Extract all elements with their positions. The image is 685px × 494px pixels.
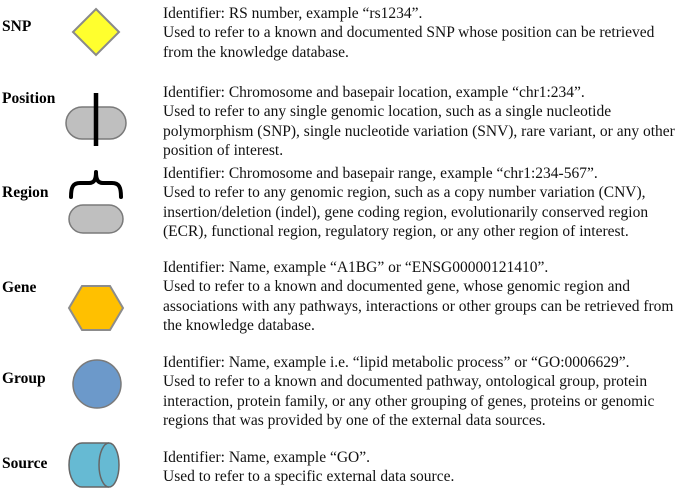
legend-row-gene (0, 252, 685, 348)
snp-identifier-text: Identifier: RS number, example “rs1234”. (163, 5, 423, 22)
gene-hexagon-icon (67, 284, 125, 332)
legend-row-region (0, 158, 685, 252)
region-description-text: Used to refer to any genomic region, such as a copy number variation (CNV), insertion/deletion (indel), gene coding region, evolutionarily conserved region (ECR), functional region, regulatory region, or any other region of interest. (163, 184, 649, 240)
source-description-text: Used to refer to a specific external data source. (163, 468, 455, 486)
row-label-position: Position (2, 90, 56, 107)
source-identifier-text: Identifier: Name, example “GO”. (163, 449, 371, 466)
region-brace-icon (67, 165, 125, 201)
position-identifier-text: Identifier: Chromosome and basepair location, example “chr1:234”. (163, 84, 585, 101)
group-identifier-text: Identifier: Name, example i.e. “lipid metabolic process” or “GO:0006629”. (163, 354, 630, 371)
source-cylinder-icon (66, 440, 124, 490)
legend-row-position (0, 79, 685, 158)
legend-row-source (0, 443, 685, 494)
row-label-source: Source (2, 455, 48, 472)
region-pill-icon (67, 203, 125, 235)
row-label-gene: Gene (2, 279, 37, 296)
region-identifier-text: Identifier: Chromosome and basepair range, example “chr1:234-567”. (163, 165, 598, 182)
group-description-text: Used to refer to a known and documented pathway, ontological group, protein interaction, protein family, or any other grouping of genes, proteins or genomic regions that was provided by one of the external data sources. (163, 373, 655, 429)
group-circle-icon (71, 358, 123, 410)
snp-diamond-icon (70, 6, 122, 58)
legend-row-group (0, 348, 685, 443)
row-label-snp: SNP (2, 18, 32, 35)
gene-description-text: Used to refer to a known and documented gene, whose genomic region and associations with any pathways, interactions or other groups can be retrieved from the knowledge database. (163, 278, 674, 334)
position-marker-icon (64, 92, 128, 148)
legend-row-snp (0, 0, 685, 79)
snp-description-text: Used to refer to a known and documented SNP whose position can be retrieved from the knowledge database. (163, 24, 655, 61)
position-description-text: Used to refer to any single genomic location, such as a single nucleotide polymorphism (SNP), single nucleotide variation (SNV), rare variant, or any other position of interest. (163, 103, 675, 159)
row-label-group: Group (2, 370, 46, 387)
gene-identifier-text: Identifier: Name, example “A1BG” or “ENSG00000121410”. (163, 259, 549, 276)
row-label-region: Region (2, 184, 49, 201)
